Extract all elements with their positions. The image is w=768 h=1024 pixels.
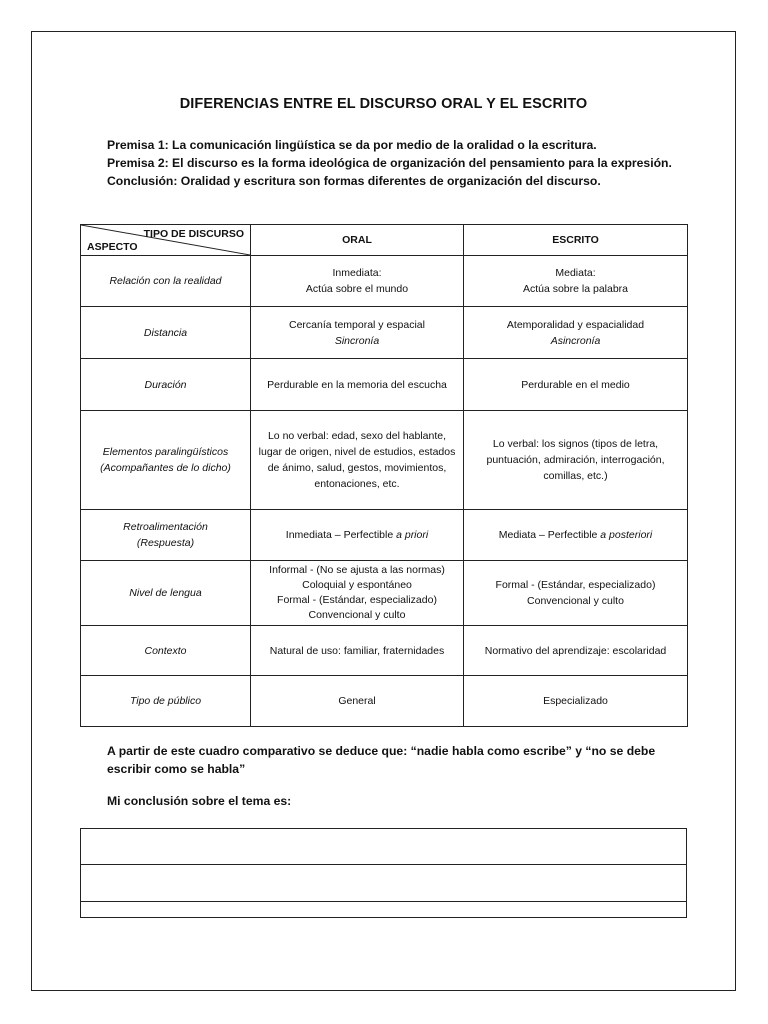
- oral-cell: Perdurable en la memoria del escucha: [251, 359, 464, 411]
- escrito-cell: Perdurable en el medio: [464, 359, 688, 411]
- cell-line: Formal - (Estándar, especializado): [495, 579, 656, 591]
- answer-line-1[interactable]: [81, 829, 687, 865]
- table-row: [81, 510, 688, 561]
- escrito-cell: [464, 307, 688, 359]
- comparison-table: [80, 224, 688, 727]
- cell-line: (Acompañantes de lo dicho): [100, 462, 231, 474]
- conclusion-label: Mi conclusión sobre el tema es:: [107, 794, 292, 808]
- aspect-cell: Tipo de público: [81, 676, 251, 727]
- aspect-cell: Duración: [81, 359, 251, 411]
- table-row: [81, 561, 688, 626]
- cell-text: Mediata – Perfectible: [498, 529, 601, 541]
- table-row: [81, 676, 688, 727]
- premises-block: [107, 136, 707, 190]
- cell-line: Sincronía: [334, 334, 380, 347]
- cell-line: Actúa sobre la palabra: [522, 283, 629, 295]
- answer-line-2[interactable]: [81, 865, 687, 902]
- escrito-cell: Normativo del aprendizaje: escolaridad: [464, 626, 688, 676]
- oral-cell: [251, 561, 464, 626]
- oral-cell: [251, 510, 464, 561]
- aspect-cell: Contexto: [81, 626, 251, 676]
- deduction-text: A partir de este cuadro comparativo se deduce que: “nadie habla como escribe” y “no se debe escribir como se habla”: [107, 744, 656, 776]
- aspect-cell: Distancia: [81, 307, 251, 359]
- cell-line: Convencional y culto: [308, 609, 406, 621]
- table-row: [81, 626, 688, 676]
- escrito-cell: Lo verbal: los signos (tipos de letra, puntuación, admiración, interrogación, comillas, etc.): [464, 411, 688, 510]
- aspect-cell: Nivel de lengua: [81, 561, 251, 626]
- cell-line: Mediata:: [555, 267, 596, 279]
- oral-cell: General: [251, 676, 464, 727]
- oral-cell: [251, 307, 464, 359]
- document-title: DIFERENCIAS ENTRE EL DISCURSO ORAL Y EL ESCRITO: [179, 96, 588, 112]
- table-row: [81, 411, 688, 510]
- cell-line: Informal - (No se ajusta a las normas): [269, 564, 445, 576]
- cell-line: Formal - (Estándar, especializado): [277, 594, 437, 606]
- cell-emphasis: a posteriori: [600, 529, 653, 541]
- aspect-cell: [81, 411, 251, 510]
- oral-cell: Lo no verbal: edad, sexo del hablante, lugar de origen, nivel de estudios, estados de ánimo, salud, gestos, movimientos, entonaciones, etc.: [251, 411, 464, 510]
- cell-line: Coloquial y espontáneo: [302, 579, 412, 591]
- cell-line: Retroalimentación: [123, 521, 208, 533]
- col-header-oral: ORAL: [251, 225, 464, 256]
- oral-cell: [251, 256, 464, 307]
- escrito-cell: Especializado: [464, 676, 688, 727]
- escrito-cell: [464, 510, 688, 561]
- table-header-row: [81, 225, 688, 256]
- table-row: [81, 307, 688, 359]
- oral-cell: Natural de uso: familiar, fraternidades: [251, 626, 464, 676]
- answer-line-3[interactable]: [81, 902, 687, 918]
- cell-line: Actúa sobre el mundo: [305, 283, 409, 295]
- corner-cell: [81, 225, 251, 256]
- cell-line: Convencional y culto: [527, 595, 624, 607]
- conclusion-answer-box: [80, 828, 687, 918]
- document-page: [31, 31, 736, 991]
- escrito-cell: [464, 256, 688, 307]
- cell-line: Cercanía temporal y espacial: [289, 318, 425, 331]
- aspect-cell: [81, 510, 251, 561]
- premise-conclusion: Conclusión: Oralidad y escritura son formas diferentes de organización del discurso.: [107, 174, 601, 188]
- corner-top-label: TIPO DE DISCURSO: [143, 228, 244, 240]
- cell-emphasis: a priori: [396, 529, 429, 541]
- corner-bottom-label: ASPECTO: [87, 241, 138, 253]
- table-row: [81, 256, 688, 307]
- cell-line: Atemporalidad y espacialidad: [506, 318, 645, 331]
- table-row: [81, 359, 688, 411]
- escrito-cell: [464, 561, 688, 626]
- aspect-cell: Relación con la realidad: [81, 256, 251, 307]
- premise-1: Premisa 1: La comunicación lingüística se da por medio de la oralidad o la escritura.: [107, 138, 597, 152]
- col-header-escrito: ESCRITO: [464, 225, 688, 256]
- cell-line: Elementos paralingüísticos: [102, 446, 229, 458]
- premise-2: Premisa 2: El discurso es la forma ideológica de organización del pensamiento para la expresión.: [107, 156, 672, 170]
- cell-text: Inmediata – Perfectible: [285, 529, 397, 541]
- cell-line: Asincronía: [550, 334, 601, 347]
- cell-line: (Respuesta): [136, 537, 195, 549]
- cell-line: Inmediata:: [332, 267, 382, 279]
